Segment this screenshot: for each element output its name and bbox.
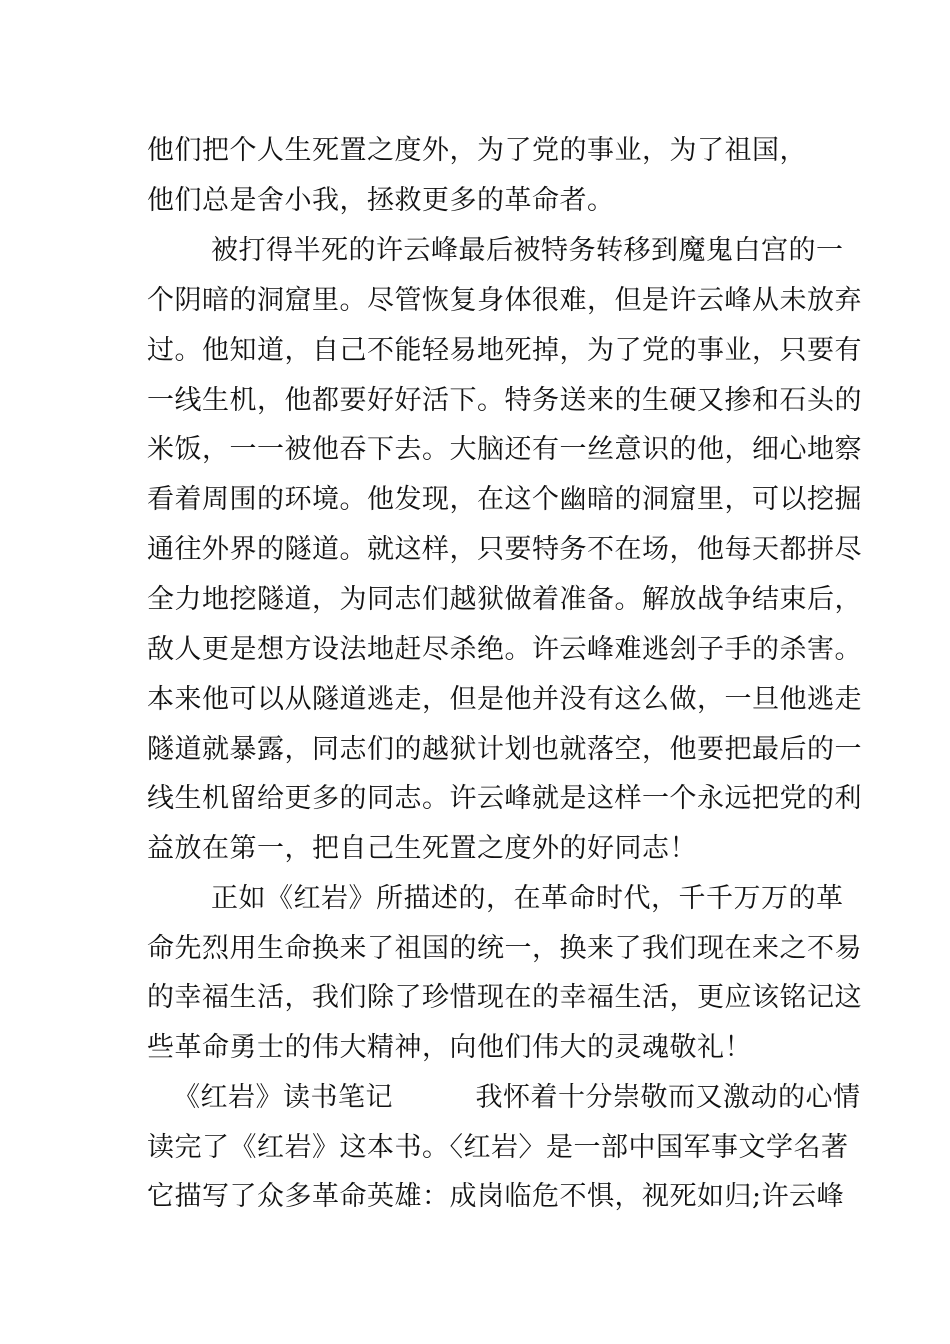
- paragraph-start-line: 正如《红岩》所描述的，在革命时代，千千万万的革: [211, 883, 844, 914]
- text-line: 通往外界的隧道。就这样，只要特务不在场，他每天都拼尽: [147, 534, 862, 565]
- text-line: 一线生机，他都要好好活下。特务送来的生硬又掺和石头的: [147, 385, 862, 416]
- text-line: 本来他可以从隧道逃走，但是他并没有这么做，一旦他逃走: [147, 684, 862, 715]
- text-line: 益放在第一，把自己生死置之度外的好同志！: [147, 833, 697, 864]
- text-line: 的幸福生活，我们除了珍惜现在的幸福生活，更应该铭记这: [147, 982, 862, 1013]
- text-line: 它描写了众多革命英雄：成岗临危不惧，视死如归;许云峰: [147, 1181, 845, 1212]
- text-line: 命先烈用生命换来了祖国的统一，换来了我们现在来之不易: [147, 933, 862, 964]
- text-line: 读完了《红岩》这本书。〈红岩〉是一部中国军事文学名著: [147, 1132, 849, 1163]
- text-line: 过。他知道，自己不能轻易地死掉，为了党的事业，只要有: [147, 335, 862, 366]
- paragraph-start-line: 被打得半死的许云峰最后被特务转移到魔鬼白宫的一: [211, 235, 844, 266]
- text-line: 看着周围的环境。他发现，在这个幽暗的洞窟里，可以挖掘: [147, 484, 862, 515]
- text-line: 全力地挖隧道，为同志们越狱做着准备。解放战争结束后，: [147, 584, 862, 615]
- text-line: 线生机留给更多的同志。许云峰就是这样一个永远把党的利: [147, 783, 862, 814]
- text-line: 他们把个人生死置之度外，为了党的事业，为了祖国，: [147, 135, 807, 166]
- text-line: 些革命勇士的伟大精神，向他们伟大的灵魂敬礼！: [147, 1032, 752, 1063]
- text-line: 敌人更是想方设法地赶尽杀绝。许云峰难逃刽子手的杀害。: [147, 634, 862, 665]
- text-line: 他们总是舍小我，拯救更多的革命者。: [147, 185, 615, 216]
- text-line: 隧道就暴露，同志们的越狱计划也就落空，他要把最后的一: [147, 734, 862, 765]
- text-line: 米饭，一一被他吞下去。大脑还有一丝意识的他，细心地察: [147, 434, 862, 465]
- text-line: 个阴暗的洞窟里。尽管恢复身体很难，但是许云峰从未放弃: [147, 285, 862, 316]
- section-heading-line: 《红岩》读书笔记 我怀着十分崇敬而又激动的心情: [173, 1082, 861, 1113]
